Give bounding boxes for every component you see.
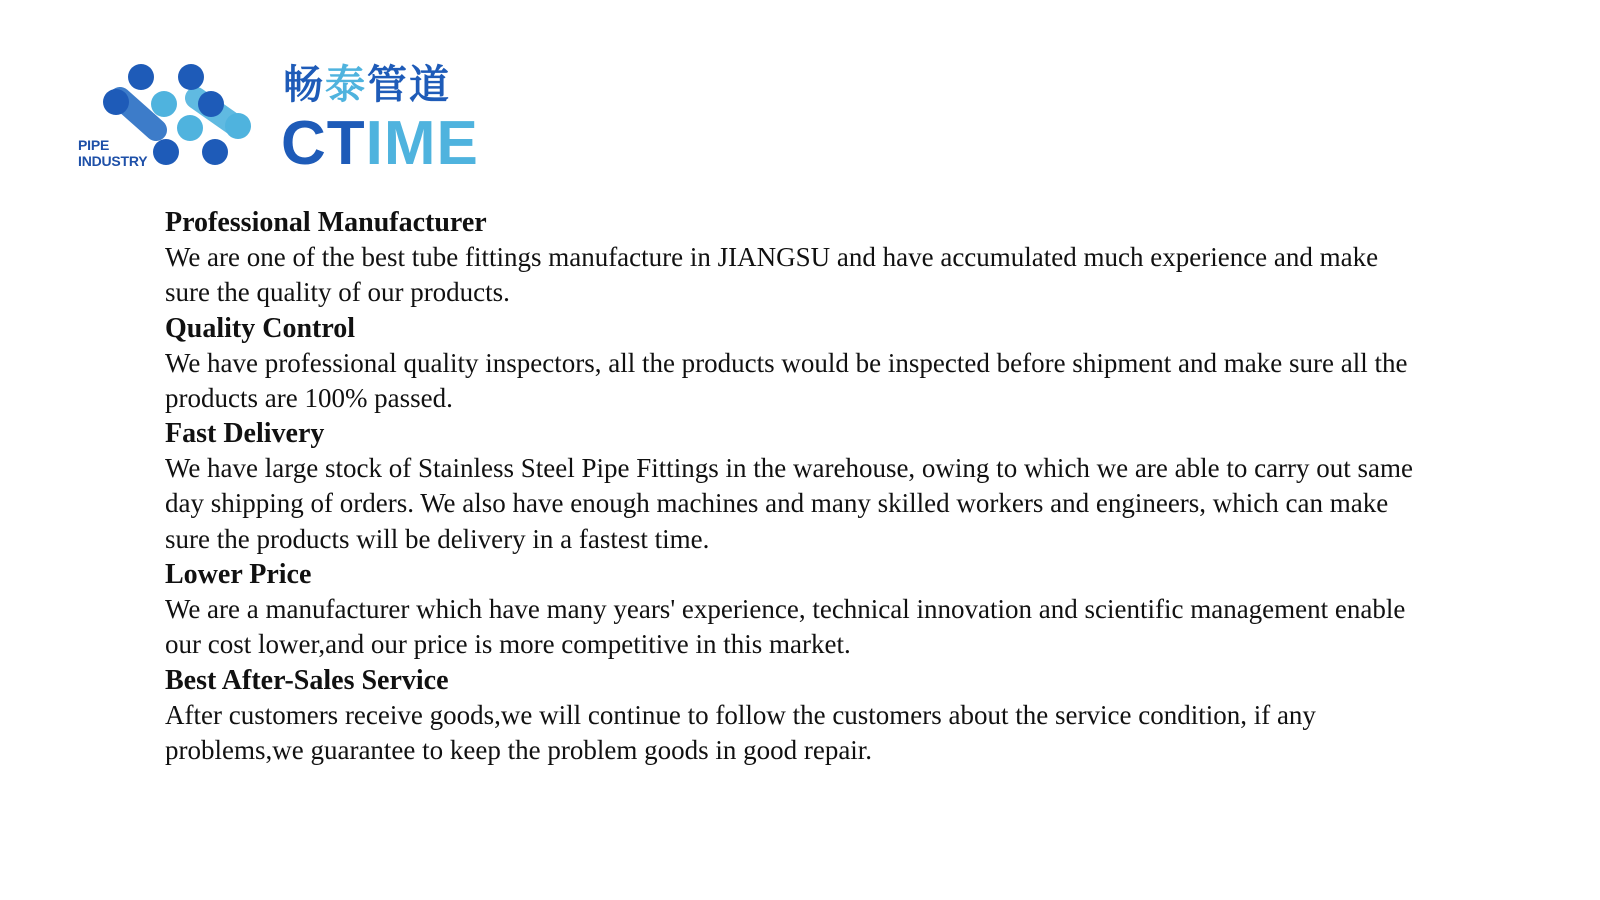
section-body: We have large stock of Stainless Steel Pipe Fittings in the warehouse, owing to which we are able to carry out same day shipping of orders. We also have enough machines and many skilled workers and engineers, which can make sure the products will be delivery in a fastest time. (165, 453, 1414, 554)
logo-chinese-name (283, 60, 451, 110)
section-fast-delivery (165, 416, 1425, 557)
logo-brand-ime: IME (365, 109, 479, 178)
company-logo (78, 60, 498, 176)
advantages-list (165, 205, 1425, 768)
section-lower-price (165, 557, 1425, 663)
logo-cn-char-2: 泰 (325, 62, 367, 108)
logo-tagline (78, 137, 147, 169)
section-after-sales-service (165, 663, 1425, 769)
logo-brand-ct: CT (281, 109, 366, 178)
logo-brand-name (281, 109, 479, 178)
section-title: Fast Delivery (165, 418, 325, 450)
section-title: Best After-Sales Service (165, 664, 449, 696)
logo-cn-char-1: 畅 (283, 62, 325, 108)
logo-cn-char-3: 管 (367, 62, 409, 108)
logo-pipe-label: PIPE (78, 137, 110, 153)
section-body: We have professional quality inspectors, all the products would be inspected before shipment and make sure all the products are 100% passed. (165, 347, 1408, 413)
logo-cn-char-4: 道 (409, 62, 451, 108)
section-title: Lower Price (165, 559, 312, 591)
section-professional-manufacturer (165, 205, 1425, 311)
section-body: We are one of the best tube fittings manufacture in JIANGSU and have accumulated much experience and make sure the quality of our products. (165, 242, 1379, 308)
section-body: After customers receive goods,we will continue to follow the customers about the service condition, if any problems,we guarantee to keep the problem goods in good repair. (165, 699, 1316, 765)
section-title: Professional Manufacturer (165, 207, 487, 238)
section-body: We are a manufacturer which have many years' experience, technical innovation and scientific management enable our cost lower,and our price is more competitive in this market. (165, 594, 1406, 660)
section-title: Quality Control (165, 312, 356, 344)
section-quality-control (165, 311, 1425, 417)
logo-industry-label: INDUSTRY (78, 153, 148, 169)
